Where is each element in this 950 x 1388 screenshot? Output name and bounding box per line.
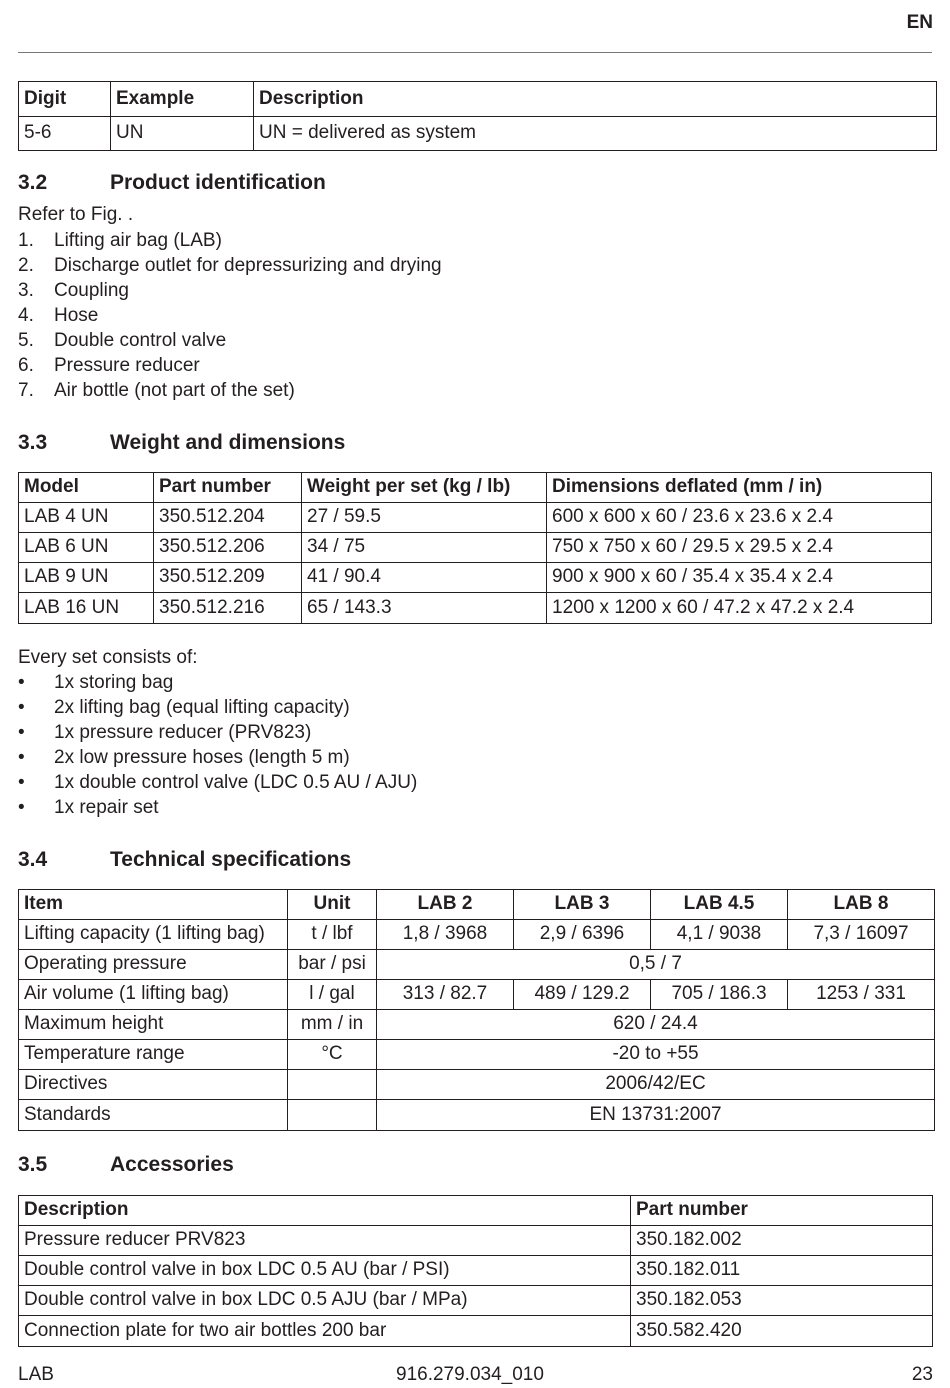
- table-cell: 27 / 59.5: [302, 503, 547, 533]
- table-cell: Double control valve in box LDC 0.5 AU (bar / PSI): [19, 1256, 631, 1286]
- table-header: Example: [111, 82, 254, 117]
- table-header: Description: [254, 82, 937, 117]
- table-row: [19, 950, 935, 980]
- table-row: [19, 593, 932, 624]
- table-cell: LAB 16 UN: [19, 593, 154, 624]
- accessories-table: [18, 1195, 933, 1347]
- list-item: 1. Lifting air bag (LAB): [18, 230, 222, 251]
- table-cell: Connection plate for two air bottles 200 bar: [19, 1316, 631, 1347]
- list-item: • 2x lifting bag (equal lifting capacity): [18, 697, 350, 718]
- table-row: [19, 1070, 935, 1100]
- table-cell: Standards: [19, 1100, 288, 1131]
- table-row: [19, 503, 932, 533]
- weight-dimensions-table: [18, 472, 932, 624]
- footer-document-number: 916.279.034_010: [396, 1364, 544, 1385]
- table-row: [19, 1100, 935, 1131]
- section-title: Technical specifications: [110, 848, 352, 871]
- table-cell: 7,3 / 16097: [788, 920, 935, 950]
- list-item: • 1x double control valve (LDC 0.5 AU / AJU): [18, 772, 418, 793]
- table-cell: 350.182.002: [631, 1226, 933, 1256]
- table-cell: 65 / 143.3: [302, 593, 547, 624]
- table-cell: [288, 1070, 377, 1100]
- table-header: LAB 4.5: [651, 890, 788, 920]
- section-number: 3.5: [18, 1153, 48, 1176]
- table-cell: Maximum height: [19, 1010, 288, 1040]
- table-header: LAB 3: [514, 890, 651, 920]
- table-header: Dimensions deflated (mm / in): [547, 473, 932, 503]
- table-row: [19, 1286, 933, 1316]
- table-cell: 350.582.420: [631, 1316, 933, 1347]
- table-cell: bar / psi: [288, 950, 377, 980]
- table-row: [19, 1316, 933, 1347]
- table-cell: 1200 x 1200 x 60 / 47.2 x 47.2 x 2.4: [547, 593, 932, 624]
- section-number: 3.3: [18, 431, 48, 454]
- set-contents-list: [18, 670, 417, 820]
- table-cell: 5-6: [19, 117, 111, 151]
- table-cell: Lifting capacity (1 lifting bag): [19, 920, 288, 950]
- table-cell: UN = delivered as system: [254, 117, 937, 151]
- section-number: 3.4: [18, 848, 48, 871]
- section-heading-3-4: [18, 848, 351, 872]
- list-item: • 1x repair set: [18, 797, 159, 818]
- table-cell: 900 x 900 x 60 / 35.4 x 35.4 x 2.4: [547, 563, 932, 593]
- list-item: 6. Pressure reducer: [18, 355, 200, 376]
- table-header: LAB 2: [377, 890, 514, 920]
- table-header: Part number: [154, 473, 302, 503]
- section-heading-3-2: [18, 171, 326, 195]
- table-cell: Temperature range: [19, 1040, 288, 1070]
- table-row: [19, 920, 935, 950]
- table-cell: 1,8 / 3968: [377, 920, 514, 950]
- table-cell: 350.512.206: [154, 533, 302, 563]
- table-row: [19, 533, 932, 563]
- table-cell: EN 13731:2007: [377, 1100, 935, 1131]
- table-cell: 489 / 129.2: [514, 980, 651, 1010]
- table-cell: Double control valve in box LDC 0.5 AJU (bar / MPa): [19, 1286, 631, 1316]
- table-header: Model: [19, 473, 154, 503]
- table-cell: Directives: [19, 1070, 288, 1100]
- table-row: [19, 1256, 933, 1286]
- table-header: Description: [19, 1196, 631, 1226]
- list-item: 7. Air bottle (not part of the set): [18, 380, 295, 401]
- set-contents-intro: Every set consists of:: [18, 647, 198, 668]
- table-cell: LAB 9 UN: [19, 563, 154, 593]
- digit-table: [18, 81, 937, 151]
- table-cell: -20 to +55: [377, 1040, 935, 1070]
- table-cell: 350.182.053: [631, 1286, 933, 1316]
- table-cell: 41 / 90.4: [302, 563, 547, 593]
- fig-reference: Refer to Fig. .: [18, 204, 134, 225]
- table-cell: [288, 1100, 377, 1131]
- section-heading-3-3: [18, 431, 345, 455]
- table-cell: 705 / 186.3: [651, 980, 788, 1010]
- table-cell: Pressure reducer PRV823: [19, 1226, 631, 1256]
- table-row: [19, 980, 935, 1010]
- table-cell: Air volume (1 lifting bag): [19, 980, 288, 1010]
- table-row: [19, 563, 932, 593]
- list-item: 5. Double control valve: [18, 330, 227, 351]
- table-cell: LAB 6 UN: [19, 533, 154, 563]
- list-item: • 2x low pressure hoses (length 5 m): [18, 747, 350, 768]
- table-header: Digit: [19, 82, 111, 117]
- list-item: • 1x pressure reducer (PRV823): [18, 722, 312, 743]
- table-header: Item: [19, 890, 288, 920]
- section-heading-3-5: [18, 1153, 234, 1177]
- table-cell: mm / in: [288, 1010, 377, 1040]
- table-cell: l / gal: [288, 980, 377, 1010]
- table-cell: 600 x 600 x 60 / 23.6 x 23.6 x 2.4: [547, 503, 932, 533]
- table-cell: 1253 / 331: [788, 980, 935, 1010]
- language-label: EN: [906, 12, 933, 33]
- table-row: [19, 1040, 935, 1070]
- list-item: 2. Discharge outlet for depressurizing and drying: [18, 255, 442, 276]
- table-cell: 34 / 75: [302, 533, 547, 563]
- table-cell: 2,9 / 6396: [514, 920, 651, 950]
- table-cell: 750 x 750 x 60 / 29.5 x 29.5 x 2.4: [547, 533, 932, 563]
- list-item: 3. Coupling: [18, 280, 129, 301]
- table-cell: t / lbf: [288, 920, 377, 950]
- technical-specifications-table: [18, 889, 935, 1131]
- footer-product: LAB: [18, 1364, 54, 1385]
- page-number: 23: [911, 1364, 933, 1385]
- table-header: Weight per set (kg / lb): [302, 473, 547, 503]
- table-header: LAB 8: [788, 890, 935, 920]
- table-cell: 620 / 24.4: [377, 1010, 935, 1040]
- table-cell: 350.512.204: [154, 503, 302, 533]
- table-row: [19, 1226, 933, 1256]
- table-cell: °C: [288, 1040, 377, 1070]
- table-header: Unit: [288, 890, 377, 920]
- table-cell: Operating pressure: [19, 950, 288, 980]
- table-row: [19, 1010, 935, 1040]
- list-item: 4. Hose: [18, 305, 99, 326]
- table-cell: UN: [111, 117, 254, 151]
- section-title: Weight and dimensions: [110, 431, 346, 454]
- table-cell: 350.512.216: [154, 593, 302, 624]
- section-number: 3.2: [18, 171, 48, 194]
- product-parts-list: [18, 228, 442, 403]
- table-cell: 350.512.209: [154, 563, 302, 593]
- header-divider: [18, 52, 932, 53]
- table-cell: 313 / 82.7: [377, 980, 514, 1010]
- table-cell: 4,1 / 9038: [651, 920, 788, 950]
- table-cell: LAB 4 UN: [19, 503, 154, 533]
- table-header: Part number: [631, 1196, 933, 1226]
- section-title: Product identification: [110, 171, 326, 194]
- table-cell: 2006/42/EC: [377, 1070, 935, 1100]
- table-cell: 350.182.011: [631, 1256, 933, 1286]
- list-item: • 1x storing bag: [18, 672, 174, 693]
- section-title: Accessories: [110, 1153, 234, 1176]
- table-cell: 0,5 / 7: [377, 950, 935, 980]
